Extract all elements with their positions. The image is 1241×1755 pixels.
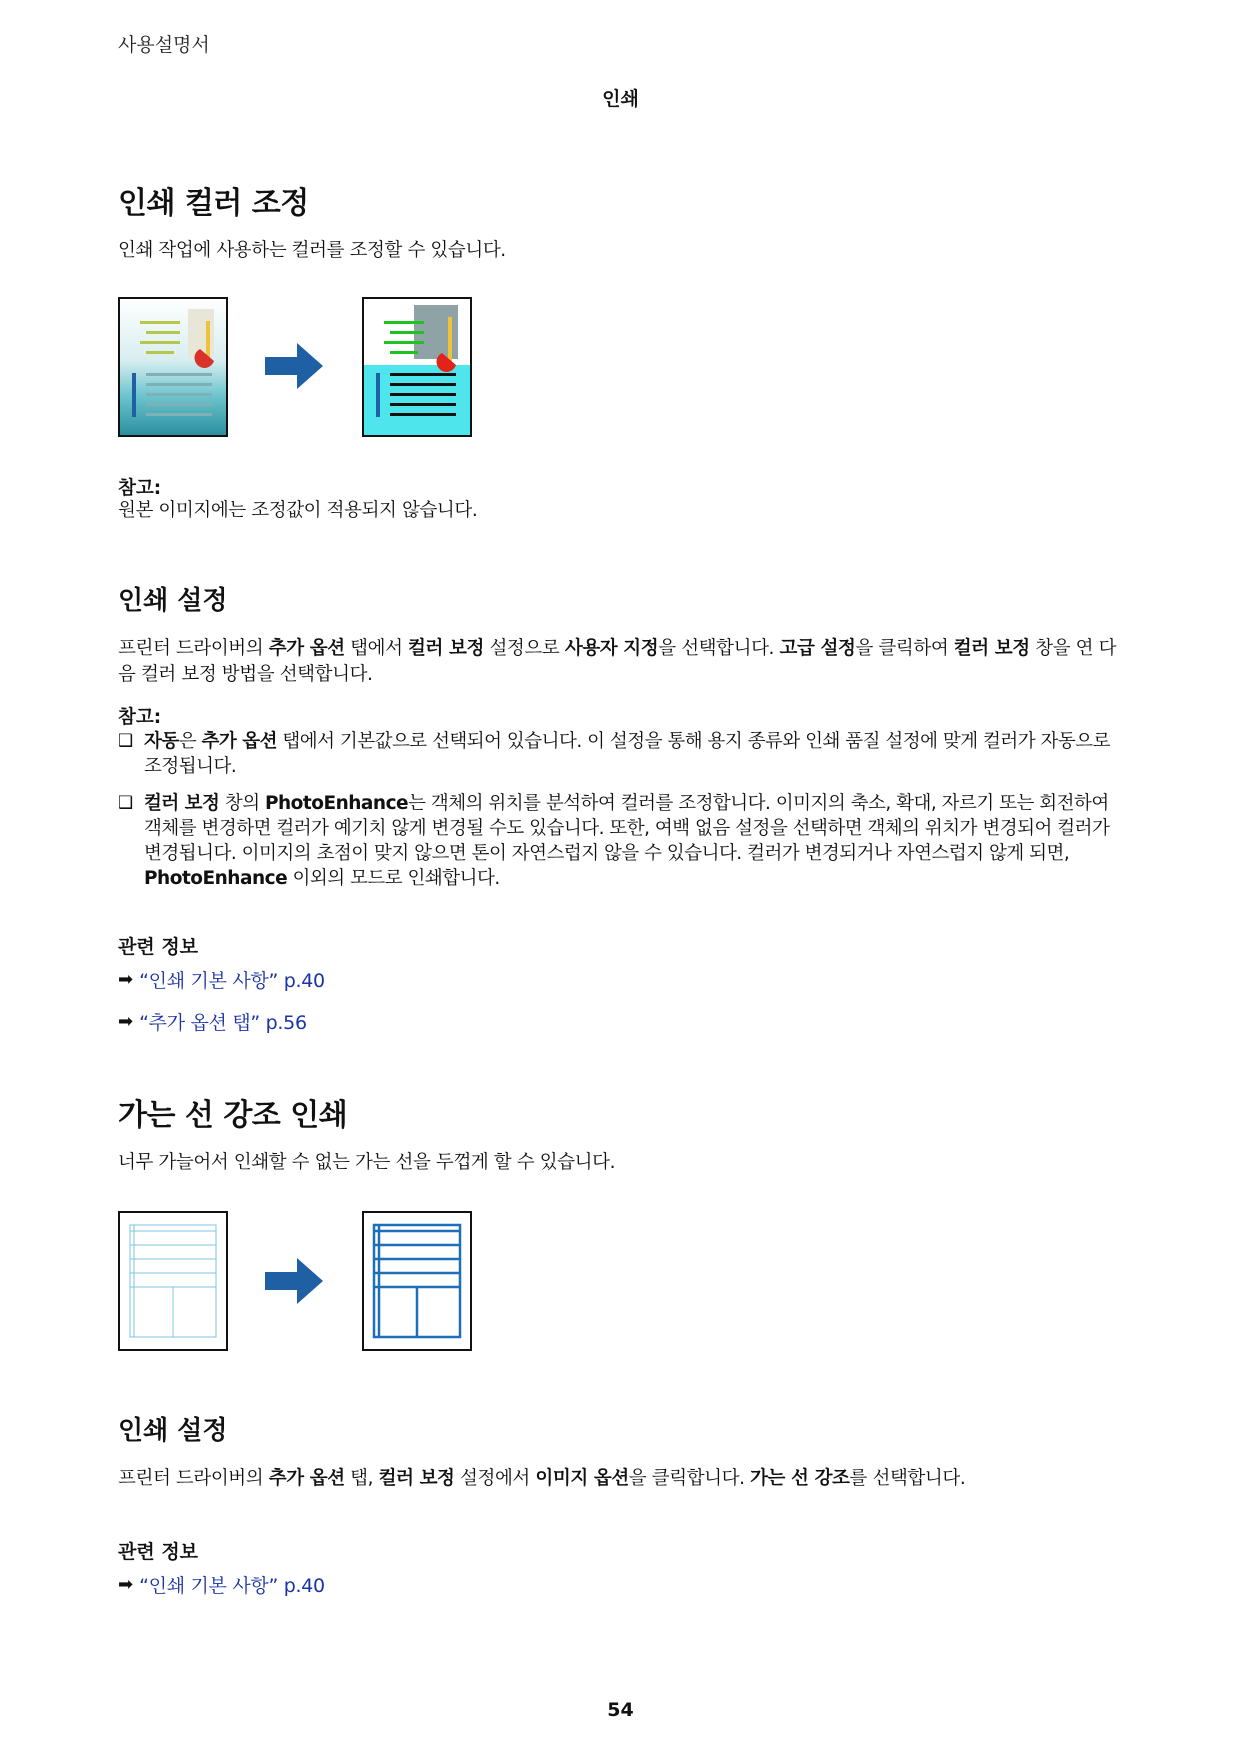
settings-paragraph: 프린터 드라이버의 추가 옵션 탭, 컬러 보정 설정에서 이미지 옵션을 클릭합니다. 가는 선 강조를 선택합니다. bbox=[118, 1468, 966, 1489]
section-intro: 너무 가늘어서 인쇄할 수 없는 가는 선을 두껍게 할 수 있습니다. bbox=[118, 1152, 616, 1173]
related-info-title: 관련 정보 bbox=[118, 1541, 199, 1563]
link-basic-printing[interactable]: “인쇄 기본 사항” p.40 bbox=[139, 1575, 325, 1597]
settings-paragraph: 프린터 드라이버의 추가 옵션 탭에서 컬러 보정 설정으로 사용자 지정을 선택합니다. 고급 설정을 클릭하여 컬러 보정 창을 연 다음 컬러 보정 방법을 선택합니다. bbox=[118, 638, 1117, 685]
page-number: 54 bbox=[607, 1699, 634, 1721]
related-link[interactable] bbox=[118, 1571, 325, 1598]
arrow-right-icon: ➡ bbox=[118, 969, 134, 990]
list-item: ❑ 자동은 추가 옵션 탭에서 기본값으로 선택되어 있습니다. 이 설정을 통해 용지 종류와 인쇄 품질 설정에 맞게 컬러가 자동으로 조정됩니다. bbox=[118, 731, 1110, 777]
section-intro: 인쇄 작업에 사용하는 컬러를 조정할 수 있습니다. bbox=[118, 240, 506, 261]
note-label: 참고: bbox=[118, 478, 162, 499]
arrow-right-icon: ➡ bbox=[118, 1011, 134, 1032]
chapter-title: 인쇄 bbox=[602, 88, 639, 110]
thin-lines-before-illustration bbox=[118, 1211, 228, 1351]
color-after-illustration bbox=[362, 297, 472, 437]
thin-lines-after-illustration bbox=[362, 1211, 472, 1351]
checkbox-bullet-icon: ❑ bbox=[118, 793, 133, 813]
checkbox-bullet-icon: ❑ bbox=[118, 731, 133, 751]
settings-title: 인쇄 설정 bbox=[118, 586, 228, 616]
color-before-illustration bbox=[118, 297, 228, 437]
related-link[interactable] bbox=[118, 966, 325, 993]
section-title-thin-lines: 가는 선 강조 인쇄 bbox=[118, 1098, 348, 1133]
note-text: 원본 이미지에는 조정값이 적용되지 않습니다. bbox=[118, 500, 478, 521]
arrow-right-icon bbox=[265, 343, 323, 389]
arrow-right-icon bbox=[265, 1258, 323, 1304]
settings-title: 인쇄 설정 bbox=[118, 1416, 228, 1446]
related-info-title: 관련 정보 bbox=[118, 936, 199, 958]
related-link[interactable] bbox=[118, 1008, 307, 1035]
list-item: ❑ 컬러 보정 창의 PhotoEnhance는 객체의 위치를 분석하여 컬러를 조정합니다. 이미지의 축소, 확대, 자르기 또는 회전하여 객체를 변경하면 컬러가 예기치 않게 변경될 수도 있습니다. 또한, 여백 없음 설정을 선택하면 객체의 위치가 변경되어 컬러가 변경됩니다. 이미지의 초점이 맞지 않으면 톤이 자연스럽지 않을 수 있습니다. 컬러가 변경되거나 자연스럽지 않게 되면, PhotoEnhance 이외의 모드로 인쇄합니다. bbox=[118, 793, 1110, 889]
link-basic-printing[interactable]: “인쇄 기본 사항” p.40 bbox=[139, 970, 325, 992]
link-more-options-tab[interactable]: “추가 옵션 탭” p.56 bbox=[139, 1012, 307, 1034]
section-title-color-adjust: 인쇄 컬러 조정 bbox=[118, 186, 309, 221]
arrow-right-icon: ➡ bbox=[118, 1574, 134, 1595]
note-label: 참고: bbox=[118, 707, 162, 728]
manual-title: 사용설명서 bbox=[118, 34, 210, 56]
